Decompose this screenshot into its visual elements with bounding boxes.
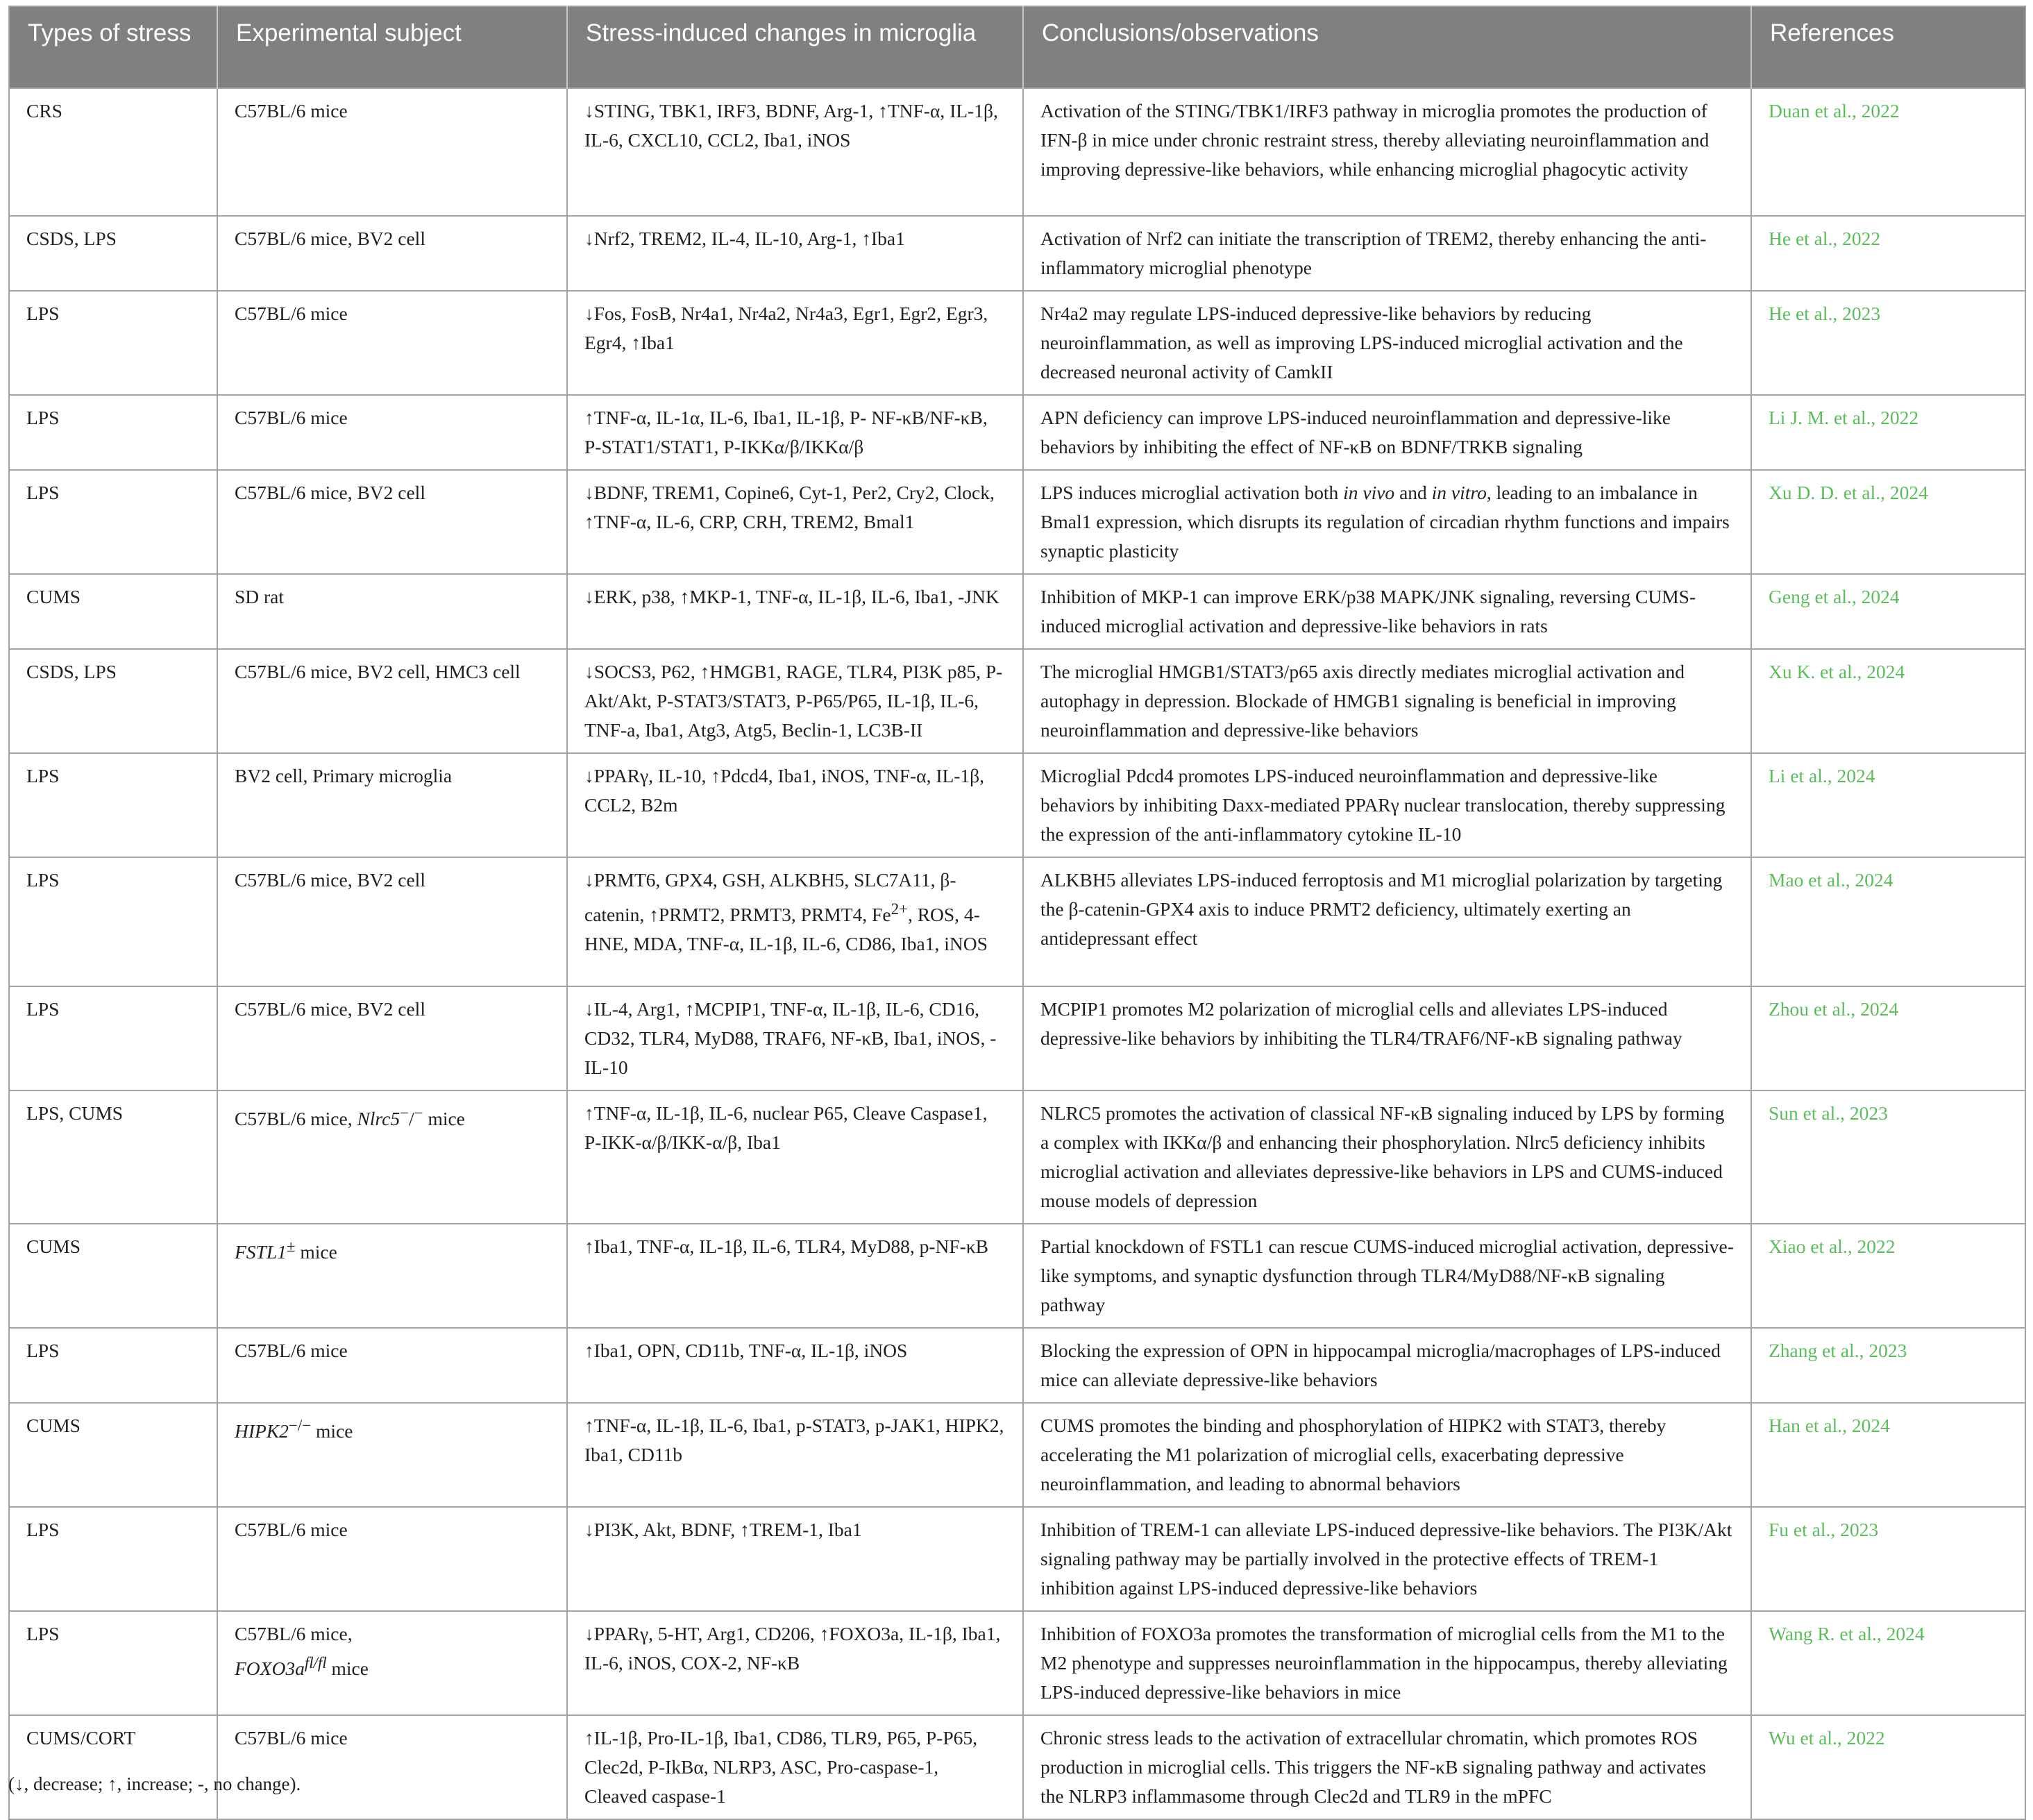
cell-microglia-changes: ↑IL-1β, Pro-IL-1β, Iba1, CD86, TLR9, P65, P-P65, Clec2d, P-IkBα, NLRP3, ASC, Pro-caspase-1, Cleaved caspase-1 [567,1715,1023,1819]
cell-experimental-subject: C57BL/6 mice, BV2 cell [217,216,567,291]
cell-microglia-changes: ↓BDNF, TREM1, Copine6, Cyt-1, Per2, Cry2, Clock, ↑TNF-α, IL-6, CRP, CRH, TREM2, Bmal1 [567,470,1023,574]
cell-microglia-changes: ↓PI3K, Akt, BDNF, ↑TREM-1, Iba1 [567,1507,1023,1611]
cell-reference-link[interactable]: Han et al., 2024 [1751,1403,2025,1507]
table-row [9,88,2025,216]
table-row [9,753,2025,857]
cell-reference-link[interactable]: Wang R. et al., 2024 [1751,1611,2025,1715]
cell-microglia-changes: ↓Nrf2, TREM2, IL-4, IL-10, Arg-1, ↑Iba1 [567,216,1023,291]
cell-stress-type: LPS [9,1328,217,1403]
column-header-stress-type: Types of stress [9,6,217,88]
table-row [9,1403,2025,1507]
cell-reference-link[interactable]: Duan et al., 2022 [1751,88,2025,216]
cell-stress-type: LPS [9,291,217,395]
cell-reference-link[interactable]: Zhou et al., 2024 [1751,986,2025,1090]
cell-reference-link[interactable]: He et al., 2022 [1751,216,2025,291]
table-row [9,649,2025,753]
cell-microglia-changes: ↓PPARγ, 5-HT, Arg1, CD206, ↑FOXO3a, IL-1β, Iba1, IL-6, iNOS, COX-2, NF-κB [567,1611,1023,1715]
cell-stress-type: LPS, CUMS [9,1090,217,1224]
table-row [9,395,2025,470]
table-row [9,574,2025,649]
cell-microglia-changes: ↓PPARγ, IL-10, ↑Pdcd4, Iba1, iNOS, TNF-α, IL-1β, CCL2, B2m [567,753,1023,857]
cell-microglia-changes: ↓Fos, FosB, Nr4a1, Nr4a2, Nr4a3, Egr1, Egr2, Egr3, Egr4, ↑Iba1 [567,291,1023,395]
cell-reference-link[interactable]: Li et al., 2024 [1751,753,2025,857]
cell-conclusions: Microglial Pdcd4 promotes LPS-induced neuroinflammation and depressive-like behaviors by inhibiting Daxx-mediated PPARγ nuclear translocation, thereby suppressing the expression of the anti-inflammatory cytokine IL-10 [1023,753,1751,857]
cell-reference-link[interactable]: He et al., 2023 [1751,291,2025,395]
cell-microglia-changes: ↓ERK, p38, ↑MKP-1, TNF-α, IL-1β, IL-6, Iba1, -JNK [567,574,1023,649]
cell-stress-type: LPS [9,753,217,857]
cell-conclusions: Activation of Nrf2 can initiate the transcription of TREM2, thereby enhancing the anti-inflammatory microglial phenotype [1023,216,1751,291]
cell-conclusions: APN deficiency can improve LPS-induced neuroinflammation and depressive-like behaviors by inhibiting the effect of NF-κB on BDNF/TRKB signaling [1023,395,1751,470]
cell-stress-type: LPS [9,1507,217,1611]
cell-reference-link[interactable]: Zhang et al., 2023 [1751,1328,2025,1403]
cell-reference-link[interactable]: Xu K. et al., 2024 [1751,649,2025,753]
cell-stress-type: CUMS/CORT [9,1715,217,1819]
cell-microglia-changes: ↑TNF-α, IL-1α, IL-6, Iba1, IL-1β, P- NF-κB/NF-κB, P-STAT1/STAT1, P-IKKα/β/IKKα/β [567,395,1023,470]
cell-experimental-subject: FSTL1± mice [217,1224,567,1328]
cell-conclusions: Inhibition of MKP-1 can improve ERK/p38 MAPK/JNK signaling, reversing CUMS-induced microglial activation and depressive-like behaviors in rats [1023,574,1751,649]
table-row [9,1328,2025,1403]
cell-conclusions: CUMS promotes the binding and phosphorylation of HIPK2 with STAT3, thereby accelerating the M1 polarization of microglial cells, exacerbating depressive neuroinflammation, and leading to abnormal behaviors [1023,1403,1751,1507]
cell-microglia-changes: ↑TNF-α, IL-1β, IL-6, Iba1, p-STAT3, p-JAK1, HIPK2, Iba1, CD11b [567,1403,1023,1507]
cell-microglia-changes: ↑Iba1, TNF-α, IL-1β, IL-6, TLR4, MyD88, p-NF-κB [567,1224,1023,1328]
table-row [9,1611,2025,1715]
cell-microglia-changes: ↑Iba1, OPN, CD11b, TNF-α, IL-1β, iNOS [567,1328,1023,1403]
cell-conclusions: LPS induces microglial activation both in vivo and in vitro, leading to an imbalance in Bmal1 expression, which disrupts its regulation of circadian rhythm functions and impairs synaptic plasticity [1023,470,1751,574]
cell-reference-link[interactable]: Xiao et al., 2022 [1751,1224,2025,1328]
cell-conclusions: MCPIP1 promotes M2 polarization of microglial cells and alleviates LPS-induced depressive-like behaviors by inhibiting the TLR4/TRAF6/NF-κB signaling pathway [1023,986,1751,1090]
cell-experimental-subject: C57BL/6 mice, BV2 cell, HMC3 cell [217,649,567,753]
cell-microglia-changes: ↓IL-4, Arg1, ↑MCPIP1, TNF-α, IL-1β, IL-6, CD16, CD32, TLR4, MyD88, TRAF6, NF-κB, Iba1, iNOS, -IL-10 [567,986,1023,1090]
cell-conclusions: NLRC5 promotes the activation of classical NF-κB signaling induced by LPS by forming a complex with IKKα/β and enhancing their phosphorylation. Nlrc5 deficiency inhibits microglial activation and alleviates depressive-like behaviors in LPS and CUMS-induced mouse models of depression [1023,1090,1751,1224]
cell-conclusions: ALKBH5 alleviates LPS-induced ferroptosis and M1 microglial polarization by targeting the β-catenin-GPX4 axis to induce PRMT2 deficiency, ultimately exerting an antidepressant effect [1023,857,1751,986]
cell-reference-link[interactable]: Li J. M. et al., 2022 [1751,395,2025,470]
cell-reference-link[interactable]: Fu et al., 2023 [1751,1507,2025,1611]
cell-experimental-subject: C57BL/6 mice [217,88,567,216]
cell-conclusions: The microglial HMGB1/STAT3/p65 axis directly mediates microglial activation and autophagy in depression. Blockade of HMGB1 signaling is beneficial in improving neuroinflammation and depressive-like behaviors [1023,649,1751,753]
table-row [9,216,2025,291]
table-footnote: (↓, decrease; ↑, increase; -, no change). [8,1773,301,1794]
column-header-experimental-subject: Experimental subject [217,6,567,88]
cell-stress-type: CSDS, LPS [9,216,217,291]
cell-stress-type: CSDS, LPS [9,649,217,753]
cell-stress-type: CUMS [9,574,217,649]
cell-experimental-subject: C57BL/6 mice, Nlrc5−/− mice [217,1090,567,1224]
cell-conclusions: Partial knockdown of FSTL1 can rescue CUMS-induced microglial activation, depressive-like symptoms, and synaptic dysfunction through TLR4/MyD88/NF-κB signaling pathway [1023,1224,1751,1328]
cell-conclusions: Inhibition of TREM-1 can alleviate LPS-induced depressive-like behaviors. The PI3K/Akt signaling pathway may be partially involved in the protective effects of TREM-1 inhibition against LPS-induced depressive-like behaviors [1023,1507,1751,1611]
cell-experimental-subject: C57BL/6 mice [217,1715,567,1819]
header-row [9,6,2025,88]
table-row [9,1224,2025,1328]
cell-microglia-changes: ↓PRMT6, GPX4, GSH, ALKBH5, SLC7A11, β-catenin, ↑PRMT2, PRMT3, PRMT4, $Fe^{2+}$, ROS, 4-HNE, MDA, TNF-α, IL-1β, IL-6, CD86, Iba1, iNOS [567,857,1023,986]
column-header-references: References [1751,6,2025,88]
cell-experimental-subject: C57BL/6 mice, BV2 cell [217,986,567,1090]
cell-experimental-subject: C57BL/6 mice, $FOXO3a^{fl/fl}$ mice [217,1611,567,1715]
cell-reference-link[interactable]: Sun et al., 2023 [1751,1090,2025,1224]
cell-experimental-subject: C57BL/6 mice [217,291,567,395]
cell-stress-type: LPS [9,470,217,574]
table-row [9,857,2025,986]
cell-microglia-changes: ↓STING, TBK1, IRF3, BDNF, Arg-1, ↑TNF-α, IL-1β, IL-6, CXCL10, CCL2, Iba1, iNOS [567,88,1023,216]
cell-experimental-subject: C57BL/6 mice [217,395,567,470]
table-row [9,470,2025,574]
column-header-conclusions: Conclusions/observations [1023,6,1751,88]
table-row [9,1507,2025,1611]
cell-stress-type: LPS [9,1611,217,1715]
cell-conclusions: Activation of the STING/TBK1/IRF3 pathway in microglia promotes the production of IFN-β in mice under chronic restraint stress, thereby alleviating neuroinflammation and improving depressive-like behaviors, while enhancing microglial phagocytic activity [1023,88,1751,216]
cell-stress-type: CUMS [9,1224,217,1328]
table-row [9,291,2025,395]
cell-stress-type: LPS [9,986,217,1090]
cell-experimental-subject: C57BL/6 mice, BV2 cell [217,857,567,986]
cell-conclusions: Nr4a2 may regulate LPS-induced depressive-like behaviors by reducing neuroinflammation, as well as improving LPS-induced microglial activation and the decreased neuronal activity of CamkII [1023,291,1751,395]
cell-stress-type: LPS [9,857,217,986]
data-table [8,6,2026,1820]
cell-experimental-subject: C57BL/6 mice, BV2 cell [217,470,567,574]
column-header-microglia-changes: Stress-induced changes in microglia [567,6,1023,88]
table-row [9,986,2025,1090]
cell-experimental-subject: SD rat [217,574,567,649]
cell-reference-link[interactable]: Mao et al., 2024 [1751,857,2025,986]
table-row [9,1715,2025,1819]
cell-experimental-subject: HIPK2−/− mice [217,1403,567,1507]
cell-stress-type: CRS [9,88,217,216]
cell-microglia-changes: ↓SOCS3, P62, ↑HMGB1, RAGE, TLR4, PI3K p85, P-Akt/Akt, P-STAT3/STAT3, P-P65/P65, IL-1β, IL-6, TNF-a, Iba1, Atg3, Atg5, Beclin-1, LC3B-II [567,649,1023,753]
cell-experimental-subject: C57BL/6 mice [217,1328,567,1403]
cell-microglia-changes: ↑TNF-α, IL-1β, IL-6, nuclear P65, Cleave Caspase1, P-IKK-α/β/IKK-α/β, Iba1 [567,1090,1023,1224]
cell-stress-type: LPS [9,395,217,470]
cell-experimental-subject: C57BL/6 mice [217,1507,567,1611]
cell-reference-link[interactable]: Wu et al., 2022 [1751,1715,2025,1819]
cell-conclusions: Chronic stress leads to the activation of extracellular chromatin, which promotes ROS production in microglial cells. This triggers the NF-κB signaling pathway and activates the NLRP3 inflammasome through Clec2d and TLR9 in the mPFC [1023,1715,1751,1819]
cell-conclusions: Inhibition of FOXO3a promotes the transformation of microglial cells from the M1 to the M2 phenotype and suppresses neuroinflammation in the hippocampus, thereby alleviating LPS-induced depressive-like behaviors in mice [1023,1611,1751,1715]
cell-reference-link[interactable]: Xu D. D. et al., 2024 [1751,470,2025,574]
cell-reference-link[interactable]: Geng et al., 2024 [1751,574,2025,649]
cell-conclusions: Blocking the expression of OPN in hippocampal microglia/macrophages of LPS-induced mice can alleviate depressive-like behaviors [1023,1328,1751,1403]
cell-stress-type: CUMS [9,1403,217,1507]
table-row [9,1090,2025,1224]
cell-experimental-subject: BV2 cell, Primary microglia [217,753,567,857]
